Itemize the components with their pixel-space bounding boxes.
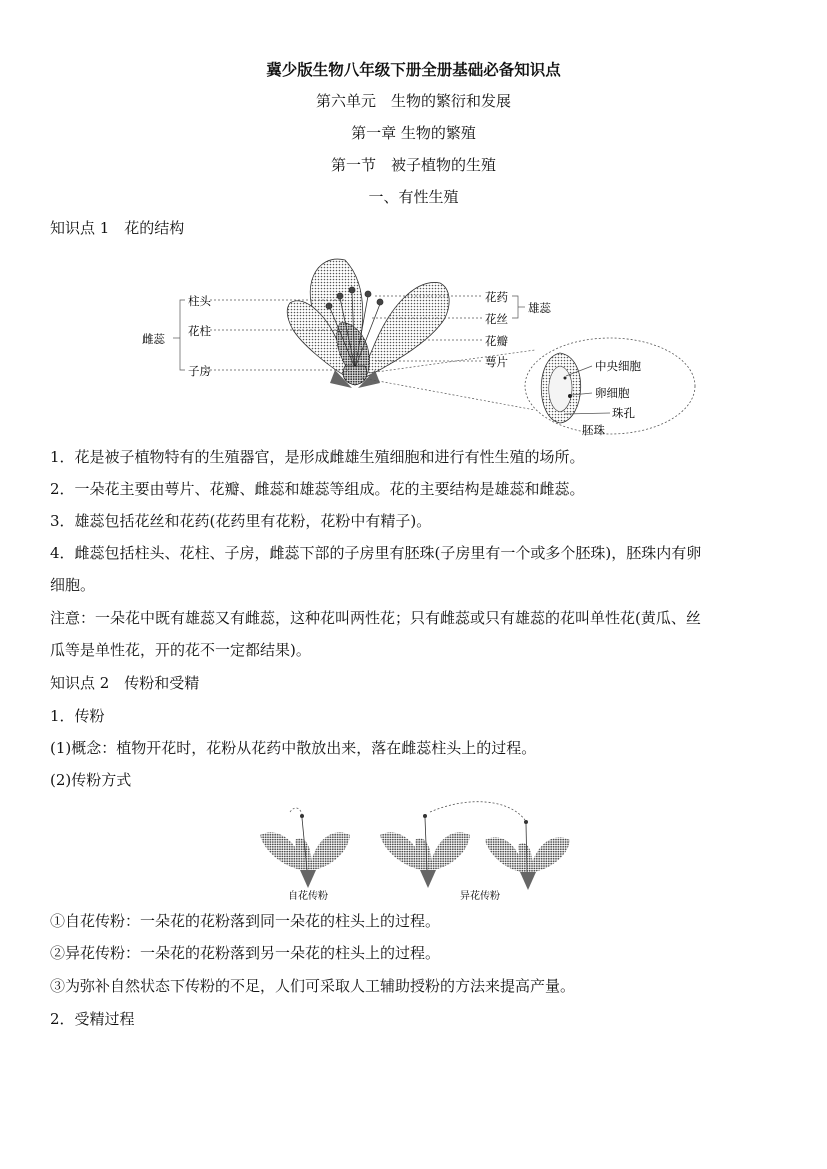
ovule-drawing xyxy=(541,353,580,423)
section-heading: 第一节 被子植物的生殖 xyxy=(330,156,496,174)
subheading-pollination: 1．传粉 xyxy=(50,707,105,725)
artificial-pollination-item: ③为弥补自然状态下传粉的不足，人们可采取人工辅助授粉的方法来提高产量。 xyxy=(50,977,576,995)
label-cirui: 雌蕊 xyxy=(142,332,165,346)
cross-pollination-item: ②异花传粉：一朵花的花粉落到另一朵花的柱头上的过程。 xyxy=(50,944,441,962)
label-huayao: 花药 xyxy=(485,290,508,304)
label-zhutou: 柱头 xyxy=(188,294,211,308)
flower-structure-figure xyxy=(140,248,700,440)
pollination-figure xyxy=(250,800,580,905)
note-line-1: 注意：一朵花中既有雄蕊又有雌蕊，这种花叫两性花；只有雌蕊或只有雄蕊的花叫单性花(黄瓜、丝 xyxy=(50,609,701,627)
label-huazhu: 花柱 xyxy=(188,324,211,338)
paragraph-2: 2．一朵花主要由萼片、花瓣、雌蕊和雄蕊等组成。花的主要结构是雄蕊和雌蕊。 xyxy=(50,480,585,498)
flower-self-pollination xyxy=(260,808,350,888)
label-peizhu: 胚珠 xyxy=(582,423,605,437)
unit-heading: 第六单元 生物的繁衍和发展 xyxy=(315,92,511,110)
paragraph-3: 3．雄蕊包括花丝和花药(花药里有花粉，花粉中有精子)。 xyxy=(50,512,432,530)
pollination-concept: (1)概念：植物开花时，花粉从花药中散放出来，落在雌蕊柱头上的过程。 xyxy=(50,739,537,757)
label-xiongrui: 雄蕊 xyxy=(528,301,551,315)
label-zhukong: 珠孔 xyxy=(612,406,635,420)
flower-cross-pollination-1 xyxy=(380,814,470,888)
subheading-fertilization: 2．受精过程 xyxy=(50,1010,135,1028)
label-zhongyang: 中央细胞 xyxy=(595,359,641,373)
document-title: 冀少版生物八年级下册全册基础必备知识点 xyxy=(266,60,561,79)
paragraph-4-line-1: 4．雌蕊包括柱头、花柱、子房，雌蕊下部的子房里有胚珠(子房里有一个或多个胚珠)，胚珠内有卵 xyxy=(50,544,702,562)
flower-drawing xyxy=(287,259,449,388)
label-self-pollination: 自花传粉 xyxy=(288,891,328,902)
pollination-methods: (2)传粉方式 xyxy=(50,771,132,789)
self-pollination-item: ①自花传粉：一朵花的花粉落到同一朵花的柱头上的过程。 xyxy=(50,912,441,930)
label-zifang: 子房 xyxy=(188,364,211,378)
label-cross-pollination: 异花传粉 xyxy=(460,891,500,902)
paragraph-4-line-2: 细胞。 xyxy=(50,576,96,594)
note-line-2: 瓜等是单性花，开的花不一定都结果)。 xyxy=(50,641,311,659)
paragraph-1: 1．花是被子植物特有的生殖器官，是形成雌雄生殖细胞和进行有性生殖的场所。 xyxy=(50,448,585,466)
label-huaban: 花瓣 xyxy=(485,334,508,348)
label-epian: 萼片 xyxy=(485,355,508,369)
flower-cross-pollination-2 xyxy=(485,820,570,890)
chapter-heading: 第一章 生物的繁殖 xyxy=(351,124,476,142)
label-luanxibao: 卵细胞 xyxy=(595,386,630,400)
knowledge-point-1: 知识点 1 花的结构 xyxy=(50,219,185,237)
subsection-heading: 一、有性生殖 xyxy=(368,188,459,206)
knowledge-point-2: 知识点 2 传粉和受精 xyxy=(50,674,200,692)
label-huasi: 花丝 xyxy=(485,312,508,326)
